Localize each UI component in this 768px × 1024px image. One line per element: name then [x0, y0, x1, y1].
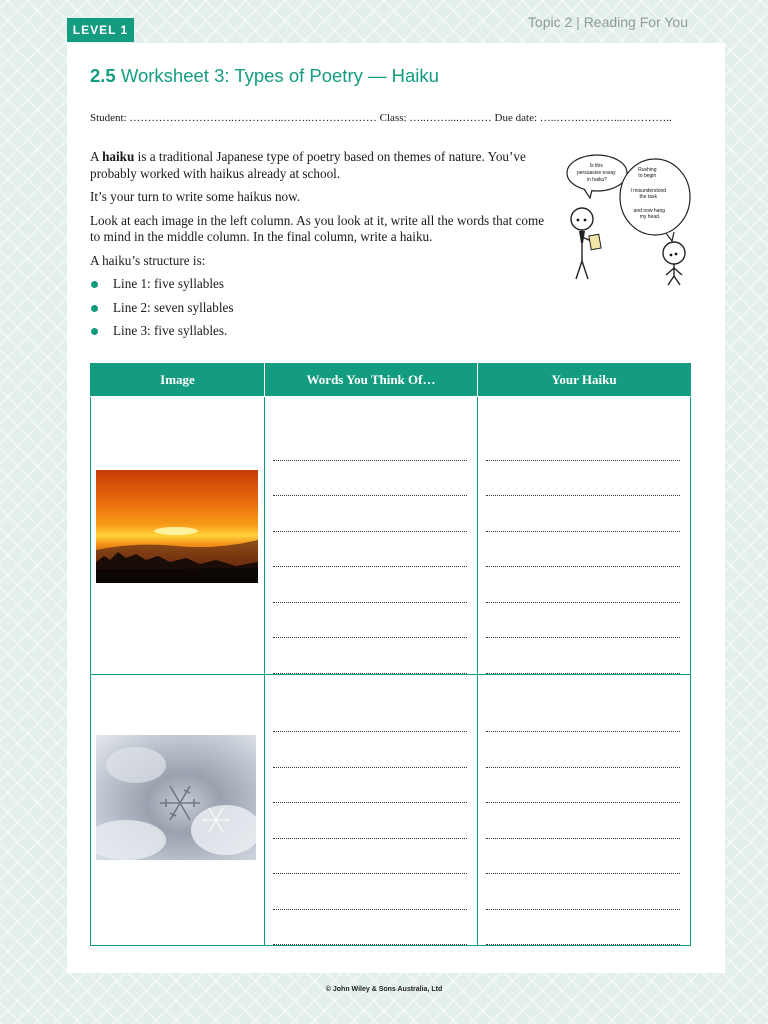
writing-line[interactable] — [273, 732, 467, 768]
bubble-right-line: my head. — [639, 214, 661, 220]
list-item: Line 3: five syllables. — [90, 323, 550, 340]
writing-line[interactable] — [273, 839, 467, 875]
writing-line[interactable] — [486, 910, 680, 946]
words-cell[interactable] — [265, 674, 478, 946]
bubble-right-line: and now hang — [633, 208, 666, 214]
stick-figure-cartoon — [562, 151, 692, 286]
bubble-left-line: in haiku? — [586, 177, 608, 183]
words-cell[interactable] — [265, 397, 478, 675]
writing-line[interactable] — [273, 638, 467, 674]
writing-line[interactable] — [486, 603, 680, 639]
bullet-icon — [91, 328, 98, 335]
bubble-right-line: I misunderstood — [630, 188, 667, 194]
topic-label: Topic 2 | Reading For You — [527, 14, 688, 30]
image-cell — [91, 674, 265, 946]
writing-line[interactable] — [486, 496, 680, 532]
writing-line[interactable] — [273, 603, 467, 639]
table-row — [91, 674, 691, 946]
image-cell — [91, 397, 265, 675]
bullet-icon — [91, 281, 98, 288]
writing-line[interactable] — [486, 839, 680, 875]
writing-line[interactable] — [486, 567, 680, 603]
writing-line[interactable] — [486, 697, 680, 733]
writing-line[interactable] — [486, 461, 680, 497]
sunset-image — [96, 470, 258, 583]
student-details-line[interactable]: Student: ………………………..…………..……..……………… Class: …..……....……… Due date: …..…….………...………….. — [90, 112, 672, 124]
bullet-icon — [91, 305, 98, 312]
writing-line[interactable] — [273, 910, 467, 946]
writing-line[interactable] — [273, 768, 467, 804]
writing-line[interactable] — [486, 803, 680, 839]
structure-list — [90, 276, 550, 340]
writing-line[interactable] — [273, 567, 467, 603]
column-header-image: Image — [91, 364, 265, 397]
level-badge: LEVEL 1 — [67, 18, 134, 42]
writing-line[interactable] — [273, 461, 467, 497]
writing-line[interactable] — [486, 732, 680, 768]
intro-paragraph-turn: It’s your turn to write some haikus now. — [90, 189, 301, 204]
writing-line[interactable] — [486, 425, 680, 461]
writing-line[interactable] — [273, 697, 467, 733]
haiku-term: haiku — [102, 149, 135, 164]
writing-line[interactable] — [273, 803, 467, 839]
bubble-right-line: the task — [639, 194, 658, 200]
list-item: Line 2: seven syllables — [90, 300, 550, 317]
writing-line[interactable] — [486, 638, 680, 674]
writing-line[interactable] — [273, 874, 467, 910]
bubble-left-line: persuasive essay — [576, 170, 616, 176]
worksheet-page — [67, 43, 725, 973]
section-number: 2.5 — [90, 65, 116, 86]
bubble-right-line: Rushing — [638, 167, 657, 173]
page-title — [90, 65, 439, 87]
haiku-cell[interactable] — [478, 397, 691, 675]
bubble-left-line: Is this — [589, 163, 603, 169]
writing-line[interactable] — [486, 874, 680, 910]
writing-line[interactable] — [486, 768, 680, 804]
bubble-right-line: to begin — [638, 173, 657, 179]
writing-line[interactable] — [273, 532, 467, 568]
writing-line[interactable] — [273, 496, 467, 532]
table-row — [91, 397, 691, 675]
haiku-cell[interactable] — [478, 674, 691, 946]
column-header-words: Words You Think Of… — [265, 364, 478, 397]
instructions — [90, 149, 550, 347]
snowflake-image — [96, 735, 256, 860]
structure-heading: A haiku’s structure is: — [90, 252, 206, 268]
writing-line[interactable] — [486, 532, 680, 568]
table-header-row — [91, 364, 691, 397]
writing-line[interactable] — [273, 425, 467, 461]
copyright-footer: © John Wiley & Sons Australia, Ltd — [325, 986, 443, 993]
intro-paragraph-instructions: Look at each image in the left column. As you look at it, write all the words that come to mind in the middle column. In the final column, write a haiku. — [90, 212, 545, 244]
list-item: Line 1: five syllables — [90, 276, 550, 293]
column-header-haiku: Your Haiku — [478, 364, 691, 397]
intro-paragraph: A haiku is a traditional Japanese type of poetry based on themes of nature. You’ve probably worked with haikus already at school. — [90, 149, 526, 181]
haiku-table — [90, 363, 691, 946]
title-text: Worksheet 3: Types of Poetry — Haiku — [115, 65, 439, 86]
